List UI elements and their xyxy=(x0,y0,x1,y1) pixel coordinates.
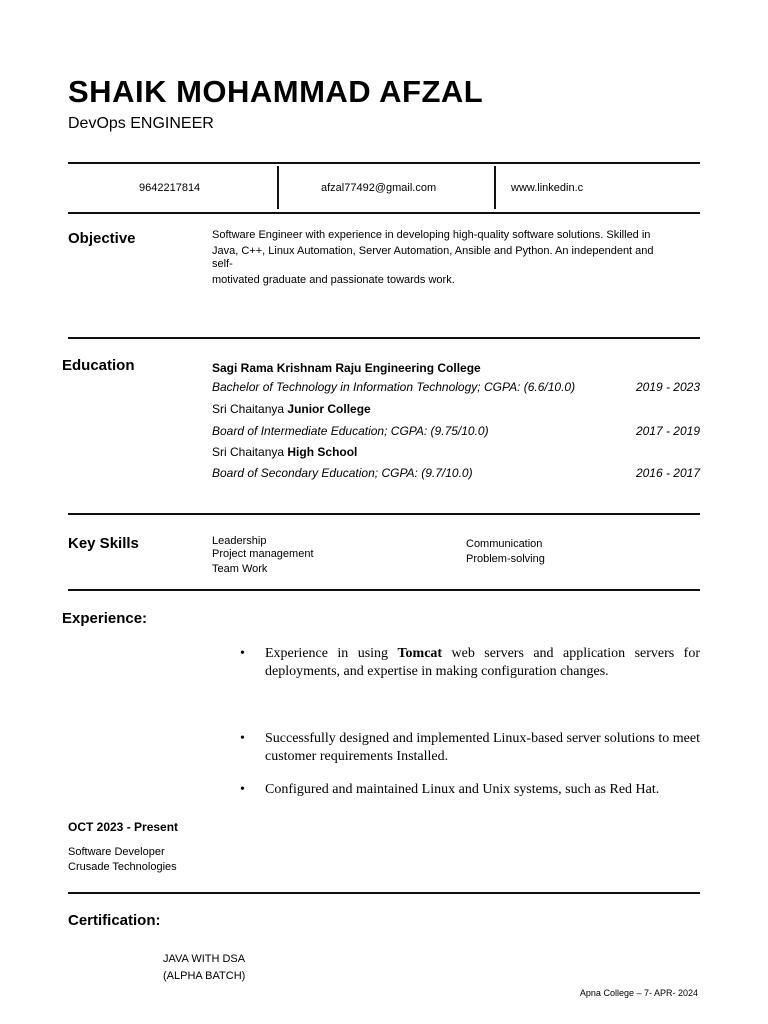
phone-number: 9642217814 xyxy=(139,182,201,194)
objective-line: motivated graduate and passionate towards work. xyxy=(212,274,455,286)
objective-heading: Objective xyxy=(68,230,136,247)
bullet-icon: • xyxy=(240,646,245,661)
skill-item: Leadership xyxy=(212,535,267,547)
objective-line: Software Engineer with experience in developing high-quality software solutions. Skilled in xyxy=(212,229,651,241)
school-name: Junior College xyxy=(287,402,371,416)
skill-item: Communication xyxy=(466,538,543,550)
education-degree: Board of Secondary Education; CGPA: (9.7/10.0) xyxy=(212,466,473,480)
company-name: Crusade Technologies xyxy=(68,861,177,873)
experience-period: OCT 2023 - Present xyxy=(68,820,179,834)
school-name: High School xyxy=(287,445,358,459)
position-title: Software Developer xyxy=(68,846,165,858)
experience-text: Successfully designed and implemented Linux-based server solutions to meet customer requirements Installed. xyxy=(265,731,700,764)
divider-objective xyxy=(68,337,700,339)
experience-item xyxy=(265,781,700,799)
experience-heading: Experience: xyxy=(62,610,148,627)
experience-text: Experience in using xyxy=(265,646,398,661)
school-name: Sagi Rama Krishnam Raju Engineering College xyxy=(212,361,481,375)
certification-line: (ALPHA BATCH) xyxy=(163,970,246,982)
experience-text: web servers and application servers for deployments, and expertise in making configuration changes. xyxy=(265,646,701,679)
skill-item: Problem-solving xyxy=(466,553,545,565)
education-degree: Bachelor of Technology in Information Technology; CGPA: (6.6/10.0) xyxy=(212,380,576,394)
education-years: 2017 - 2019 xyxy=(635,424,700,438)
divider-top xyxy=(68,162,700,164)
experience-text: Configured and maintained Linux and Unix systems, such as Red Hat. xyxy=(265,782,660,797)
email-address[interactable]: afzal77492@gmail.com xyxy=(321,182,437,194)
education-years: 2019 - 2023 xyxy=(635,380,700,394)
contact-separator-2 xyxy=(494,166,496,209)
divider-contact-bottom xyxy=(68,212,700,214)
education-years: 2016 - 2017 xyxy=(635,466,700,480)
objective-text xyxy=(212,228,700,288)
experience-highlight: Tomcat xyxy=(397,646,443,661)
footer-note: Apna College – 7- APR- 2024 xyxy=(579,988,698,998)
job-title: DevOps ENGINEER xyxy=(68,115,214,132)
experience-item xyxy=(265,645,700,681)
contact-separator-1 xyxy=(277,166,279,209)
divider-experience xyxy=(68,892,700,894)
bullet-icon: • xyxy=(240,782,245,797)
education-school xyxy=(212,445,357,459)
skills-right-column xyxy=(466,537,545,567)
skills-heading: Key Skills xyxy=(68,535,139,552)
certification-line: JAVA WITH DSA xyxy=(163,953,246,965)
divider-education xyxy=(68,513,700,515)
skill-item: Team Work xyxy=(212,563,268,575)
education-degree: Board of Intermediate Education; CGPA: (9.75/10.0) xyxy=(212,424,489,438)
experience-item xyxy=(265,730,700,766)
objective-line: self- xyxy=(212,258,233,270)
school-prefix: Sri Chaitanya xyxy=(212,445,285,459)
certification-heading: Certification: xyxy=(68,912,161,929)
linkedin-link[interactable]: www.linkedin.c xyxy=(511,182,584,194)
education-school xyxy=(212,402,371,416)
skill-item: Project management xyxy=(212,548,314,560)
experience-role xyxy=(68,845,177,875)
education-heading: Education xyxy=(62,357,135,374)
bullet-icon: • xyxy=(240,731,245,746)
candidate-name: SHAIK MOHAMMAD AFZAL xyxy=(68,74,484,109)
objective-line: Java, C++, Linux Automation, Server Automation, Ansible and Python. An independent and xyxy=(212,245,654,257)
divider-skills xyxy=(68,589,700,591)
certification-details xyxy=(163,951,245,985)
school-prefix: Sri Chaitanya xyxy=(212,402,285,416)
skills-left-column xyxy=(212,534,314,577)
education-school xyxy=(212,361,481,375)
